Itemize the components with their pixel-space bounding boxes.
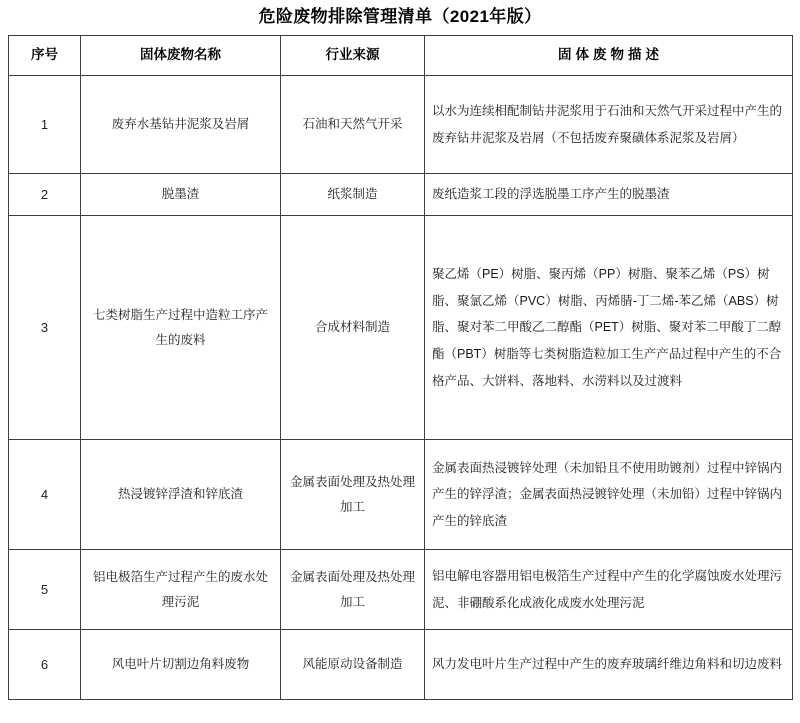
cell-industry: 风能原动设备制造 bbox=[281, 630, 425, 700]
page-title: 危险废物排除管理清单（2021年版） bbox=[258, 7, 542, 26]
cell-industry: 纸浆制造 bbox=[281, 174, 425, 216]
table-row bbox=[9, 630, 793, 700]
cell-name: 脱墨渣 bbox=[81, 174, 281, 216]
column-header-description: 固体废物描述 bbox=[425, 36, 793, 76]
cell-industry: 金属表面处理及热处理加工 bbox=[281, 440, 425, 550]
cell-index: 3 bbox=[9, 216, 81, 440]
cell-index: 5 bbox=[9, 550, 81, 630]
cell-description: 铝电解电容器用铝电极箔生产过程中产生的化学腐蚀废水处理污泥、非硼酸系化成液化成废水处理污泥 bbox=[425, 550, 793, 630]
cell-description: 风力发电叶片生产过程中产生的废弃玻璃纤维边角料和切边废料 bbox=[425, 630, 793, 700]
cell-description: 以水为连续相配制钻井泥浆用于石油和天然气开采过程中产生的废弃钻井泥浆及岩屑（不包括废弃聚磺体系泥浆及岩屑） bbox=[425, 76, 793, 174]
cell-index: 1 bbox=[9, 76, 81, 174]
cell-industry: 合成材料制造 bbox=[281, 216, 425, 440]
cell-index: 2 bbox=[9, 174, 81, 216]
table-row bbox=[9, 76, 793, 174]
cell-name: 废弃水基钻井泥浆及岩屑 bbox=[81, 76, 281, 174]
table-container bbox=[0, 35, 800, 700]
table-row bbox=[9, 440, 793, 550]
cell-name: 铝电极箔生产过程产生的废水处理污泥 bbox=[81, 550, 281, 630]
cell-description: 金属表面热浸镀锌处理（未加铅且不使用助镀剂）过程中锌锅内产生的锌浮渣；金属表面热浸镀锌处理（未加铅）过程中锌锅内产生的锌底渣 bbox=[425, 440, 793, 550]
cell-description: 废纸造浆工段的浮选脱墨工序产生的脱墨渣 bbox=[425, 174, 793, 216]
cell-description: 聚乙烯（PE）树脂、聚丙烯（PP）树脂、聚苯乙烯（PS）树脂、聚氯乙烯（PVC）树脂、丙烯腈-丁二烯-苯乙烯（ABS）树脂、聚对苯二甲酸乙二醇酯（PET）树脂、聚对苯二甲酸丁二醇酯（PBT）树脂等七类树脂造粒加工生产产品过程中产生的不合格产品、大饼料、落地料、水涝料以及过渡料 bbox=[425, 216, 793, 440]
table-header bbox=[9, 36, 793, 76]
column-header-name: 固体废物名称 bbox=[81, 36, 281, 76]
table-header-row bbox=[9, 36, 793, 76]
table-row bbox=[9, 174, 793, 216]
cell-industry: 石油和天然气开采 bbox=[281, 76, 425, 174]
column-header-industry: 行业来源 bbox=[281, 36, 425, 76]
cell-name: 七类树脂生产过程中造粒工序产生的废料 bbox=[81, 216, 281, 440]
cell-index: 6 bbox=[9, 630, 81, 700]
waste-exclusion-table bbox=[8, 35, 793, 700]
table-body bbox=[9, 76, 793, 700]
cell-industry: 金属表面处理及热处理加工 bbox=[281, 550, 425, 630]
table-row bbox=[9, 550, 793, 630]
cell-index: 4 bbox=[9, 440, 81, 550]
cell-name: 热浸镀锌浮渣和锌底渣 bbox=[81, 440, 281, 550]
column-header-index: 序号 bbox=[9, 36, 81, 76]
cell-name: 风电叶片切割边角料废物 bbox=[81, 630, 281, 700]
table-row bbox=[9, 216, 793, 440]
